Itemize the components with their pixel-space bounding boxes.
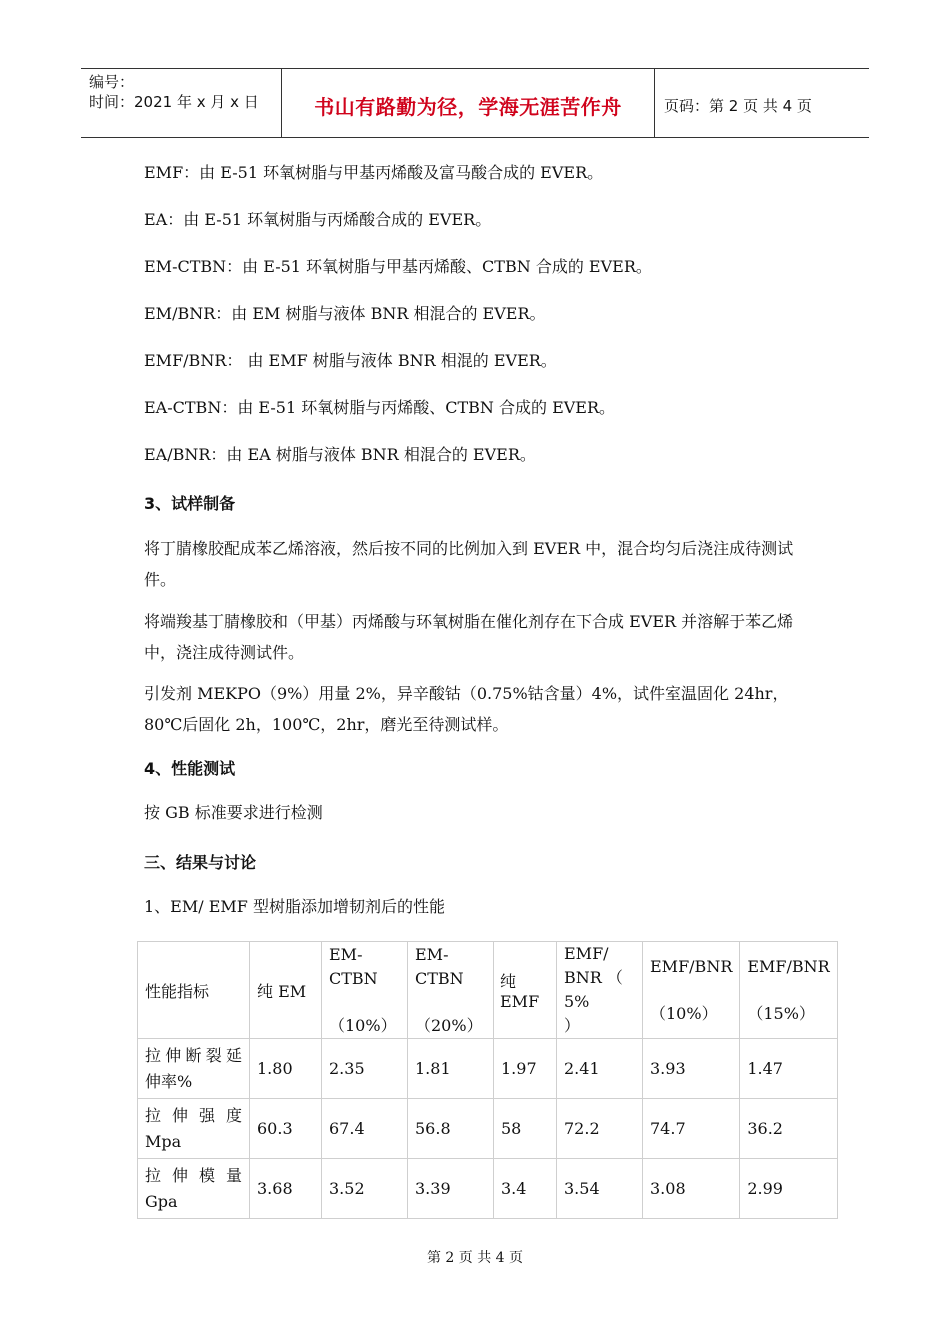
definition-emf-bnr: EMF/BNR： 由 EMF 树脂与液体 BNR 相混的 EVER。 bbox=[144, 351, 557, 370]
table-cell: 60.3 bbox=[250, 1099, 322, 1159]
table-row bbox=[138, 1099, 838, 1159]
table-cell: 3.08 bbox=[643, 1159, 740, 1219]
column-header-text: EM-CTBN bbox=[329, 944, 378, 988]
column-header-subtext: （20%） bbox=[415, 1015, 483, 1035]
section-heading-sample-prep: 3、试样制备 bbox=[144, 494, 236, 513]
column-header bbox=[494, 942, 557, 1039]
table-cell: 1.47 bbox=[740, 1039, 837, 1099]
paragraph-performance-test: 按 GB 标准要求进行检测 bbox=[144, 803, 323, 822]
row-label bbox=[138, 1099, 250, 1159]
column-header-text: EM-CTBN bbox=[415, 944, 464, 988]
header-page-info: 页码：第 2 页 共 4 页 bbox=[664, 97, 812, 115]
header-page-cell bbox=[655, 69, 869, 137]
table-cell: 67.4 bbox=[322, 1099, 408, 1159]
page-header bbox=[81, 68, 869, 138]
properties-table bbox=[137, 941, 838, 1219]
section-heading-results: 三、结果与讨论 bbox=[144, 853, 257, 872]
column-header bbox=[322, 942, 408, 1039]
table-cell: 3.68 bbox=[250, 1159, 322, 1219]
paragraph-sample-prep-1: 将丁腈橡胶配成苯乙烯溶液，然后按不同的比例加入到 EVER 中，混合均匀后浇注成待测试件。 bbox=[144, 539, 794, 589]
table-cell: 3.52 bbox=[322, 1159, 408, 1219]
section-heading-performance-test: 4、性能测试 bbox=[144, 759, 236, 778]
column-header-text: 纯 EM bbox=[257, 981, 307, 1001]
table-row bbox=[138, 1159, 838, 1219]
column-header-text: EMF/ bbox=[564, 944, 609, 963]
table-cell: 36.2 bbox=[740, 1099, 837, 1159]
table-cell: 3.54 bbox=[557, 1159, 643, 1219]
column-header-subtext: ） bbox=[564, 1016, 581, 1035]
header-motto: 书山有路勤为径，学海无涯苦作舟 bbox=[314, 95, 622, 119]
document-number-label: 编号： bbox=[89, 73, 135, 91]
column-header-subtext: （10%） bbox=[650, 1003, 718, 1023]
row-label bbox=[138, 1159, 250, 1219]
row-label-line: 拉 伸 模 量 bbox=[145, 1165, 242, 1185]
row-label-line: 拉 伸 强 度 bbox=[145, 1105, 242, 1125]
header-info-cell bbox=[81, 69, 282, 137]
column-header-text: 纯 EMF bbox=[500, 972, 540, 1011]
column-header bbox=[250, 942, 322, 1039]
table-cell: 3.4 bbox=[494, 1159, 557, 1219]
table-row bbox=[138, 1039, 838, 1099]
table-cell: 58 bbox=[494, 1099, 557, 1159]
column-header-text: EMF/BNR bbox=[747, 956, 830, 976]
column-header bbox=[557, 942, 643, 1039]
table-cell: 1.81 bbox=[408, 1039, 494, 1099]
column-header-subtext: （15%） bbox=[747, 1003, 815, 1023]
row-label bbox=[138, 1039, 250, 1099]
table-cell: 3.93 bbox=[643, 1039, 740, 1099]
table-cell: 56.8 bbox=[408, 1099, 494, 1159]
definition-emf: EMF：由 E-51 环氧树脂与甲基丙烯酸及富马酸合成的 EVER。 bbox=[144, 163, 604, 182]
table-cell: 3.39 bbox=[408, 1159, 494, 1219]
column-header-text: EMF/BNR bbox=[650, 956, 733, 976]
table-caption: 1、EM/ EMF 型树脂添加增韧剂后的性能 bbox=[144, 897, 445, 916]
definition-ea-bnr: EA/BNR：由 EA 树脂与液体 BNR 相混合的 EVER。 bbox=[144, 445, 536, 464]
definition-ea: EA：由 E-51 环氧树脂与丙烯酸合成的 EVER。 bbox=[144, 210, 492, 229]
table-cell: 74.7 bbox=[643, 1099, 740, 1159]
table-cell: 2.99 bbox=[740, 1159, 837, 1219]
definition-em-bnr: EM/BNR：由 EM 树脂与液体 BNR 相混合的 EVER。 bbox=[144, 304, 546, 323]
document-date: 时间：2021 年 x 月 x 日 bbox=[89, 93, 259, 111]
definition-ea-ctbn: EA-CTBN：由 E-51 环氧树脂与丙烯酸、CTBN 合成的 EVER。 bbox=[144, 398, 616, 417]
paragraph-sample-prep-3: 引发剂 MEKPO（9%）用量 2%，异辛酸钴（0.75%钴含量）4%，试件室温固化 24hr，80℃后固化 2h，100℃，2hr，磨光至待测试样。 bbox=[144, 684, 789, 734]
table-cell: 2.35 bbox=[322, 1039, 408, 1099]
header-motto-cell bbox=[282, 69, 655, 137]
column-header bbox=[408, 942, 494, 1039]
table-cell: 2.41 bbox=[557, 1039, 643, 1099]
table-cell: 1.97 bbox=[494, 1039, 557, 1099]
page-footer: 第 2 页 共 4 页 bbox=[426, 1250, 524, 1266]
row-label-line: 伸率% bbox=[145, 1071, 193, 1091]
definition-em-ctbn: EM-CTBN：由 E-51 环氧树脂与甲基丙烯酸、CTBN 合成的 EVER。 bbox=[144, 257, 652, 276]
column-header bbox=[740, 942, 837, 1039]
column-header-subtext: （10%） bbox=[329, 1015, 397, 1035]
row-label-line: 拉伸断裂延 bbox=[145, 1045, 242, 1065]
row-label-line: Gpa bbox=[145, 1191, 178, 1211]
table-corner-cell: 性能指标 bbox=[138, 942, 250, 1039]
table-header-row bbox=[138, 942, 838, 1039]
column-header-subtext: BNR （ 5% bbox=[564, 968, 623, 1011]
paragraph-sample-prep-2: 将端羧基丁腈橡胶和（甲基）丙烯酸与环氧树脂在催化剂存在下合成 EVER 并溶解于苯乙烯中，浇注成待测试件。 bbox=[144, 612, 794, 662]
table-cell: 72.2 bbox=[557, 1099, 643, 1159]
column-header bbox=[643, 942, 740, 1039]
row-label-line: Mpa bbox=[145, 1131, 182, 1151]
table-cell: 1.80 bbox=[250, 1039, 322, 1099]
